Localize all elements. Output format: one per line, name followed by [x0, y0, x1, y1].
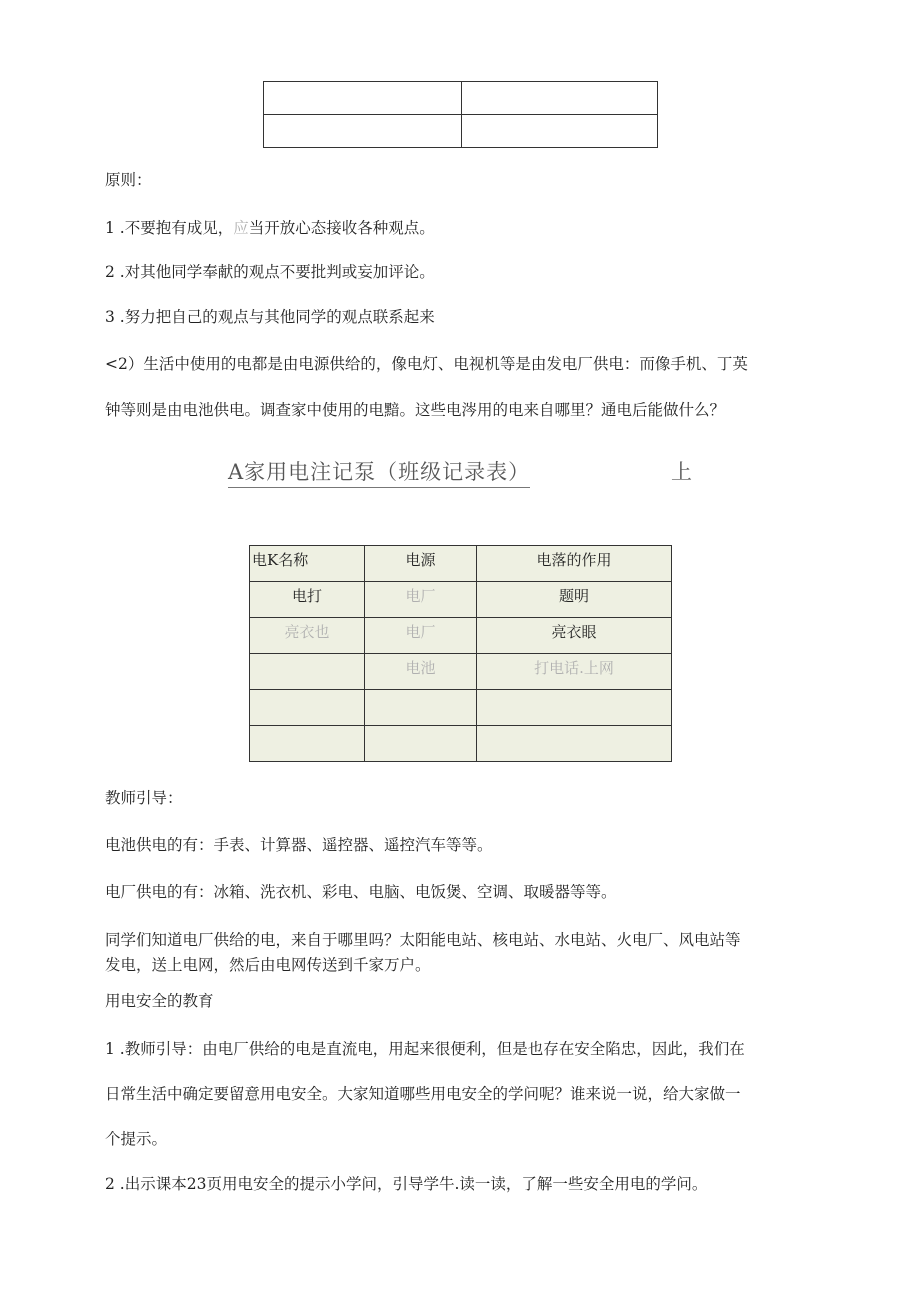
- table-cell: [365, 690, 477, 726]
- caption-right-mark: 上: [671, 460, 692, 484]
- safety-item1-line1: 1 .教师引导：由电厂供给的电是直流电，用起来很便利，但是也存在安全陷忠，因此，我们在: [105, 1040, 745, 1058]
- table-cell: [250, 726, 365, 762]
- section2-line2: 钟等则是由电池供电。调查家中使用的电黯。这些电涔用的电来自哪里？通电后能做什么？: [105, 401, 726, 419]
- table-cell: 亮衣眼: [477, 618, 672, 654]
- electricity-source-line2: 发电，送上电网，然后由电网传送到千家万户。: [105, 956, 431, 974]
- item-text: 当开放心态接收各种观点。: [248, 219, 435, 237]
- record-table-caption: A家用电注记泵（班级记录表）: [228, 456, 530, 488]
- table-cell: 打电话.上网: [477, 654, 672, 690]
- principle-item-2: [105, 262, 435, 282]
- table-cell: [264, 82, 462, 115]
- table-row: [250, 618, 672, 654]
- table-cell: 电打: [250, 582, 365, 618]
- table-cell: [462, 115, 658, 148]
- table-cell: 亮衣也: [250, 618, 365, 654]
- item-text-faint: 应: [233, 219, 249, 237]
- table-row: [250, 582, 672, 618]
- item-number: 3: [105, 308, 115, 326]
- teacher-guide-heading: 教师引导：: [105, 789, 183, 807]
- table-cell: [477, 690, 672, 726]
- appliance-record-table: [249, 545, 672, 762]
- item-number: 2: [105, 263, 115, 281]
- plant-powered-text: 电厂供电的有：冰箱、洗衣机、彩电、电脑、电饭煲、空调、取暖器等等。: [105, 883, 617, 901]
- table-cell: [250, 654, 365, 690]
- table-cell: [250, 690, 365, 726]
- item-number: 1: [105, 219, 115, 237]
- table-cell: 电厂: [365, 582, 477, 618]
- principles-heading: 原则：: [105, 171, 152, 189]
- table-cell: [264, 115, 462, 148]
- safety-item1-line2: 日常生活中确定要留意用电安全。大家知道哪些用电安全的学问呢？谁来说一说，给大家做一: [105, 1085, 741, 1103]
- table-cell: [462, 82, 658, 115]
- column-header: 电K名称: [250, 546, 365, 582]
- principle-item-1: [105, 218, 435, 238]
- top-empty-table: [263, 81, 658, 148]
- section2-line1: <2）生活中使用的电都是由电源供给的，像电灯、电视机等是由发电厂供电：而像手机、丁英: [105, 355, 748, 373]
- safety-item2: 2 .出示课本23页用电安全的提示小学问，引导学牛.读一读，了解一些安全用电的学问。: [105, 1175, 708, 1193]
- table-cell: [365, 726, 477, 762]
- table-row: [250, 690, 672, 726]
- electricity-source-line1: 同学们知道电厂供给的电，来自于哪里吗？太阳能电站、核电站、水电站、火电厂、风电站等: [105, 931, 741, 949]
- item-text: .对其他同学奉献的观点不要批判或妄加评论。: [114, 263, 435, 281]
- column-header: 电落的作用: [477, 546, 672, 582]
- item-text: .不要抱有成见，: [114, 219, 234, 237]
- principle-item-3: [105, 307, 435, 327]
- table-cell: 题明: [477, 582, 672, 618]
- table-cell: [477, 726, 672, 762]
- table-row: [250, 726, 672, 762]
- table-row: [264, 115, 658, 148]
- table-cell: 电池: [365, 654, 477, 690]
- item-text: .努力把自己的观点与其他同学的观点联系起来: [114, 308, 435, 326]
- table-row: [264, 82, 658, 115]
- table-row: [250, 654, 672, 690]
- safety-heading: 用电安全的教育: [105, 992, 214, 1010]
- column-header: 电源: [365, 546, 477, 582]
- battery-powered-text: 电池供电的有：手表、计算器、遥控器、遥控汽车等等。: [105, 836, 493, 854]
- safety-item1-line3: 个提示。: [105, 1130, 168, 1148]
- table-cell: 电厂: [365, 618, 477, 654]
- table-header-row: [250, 546, 672, 582]
